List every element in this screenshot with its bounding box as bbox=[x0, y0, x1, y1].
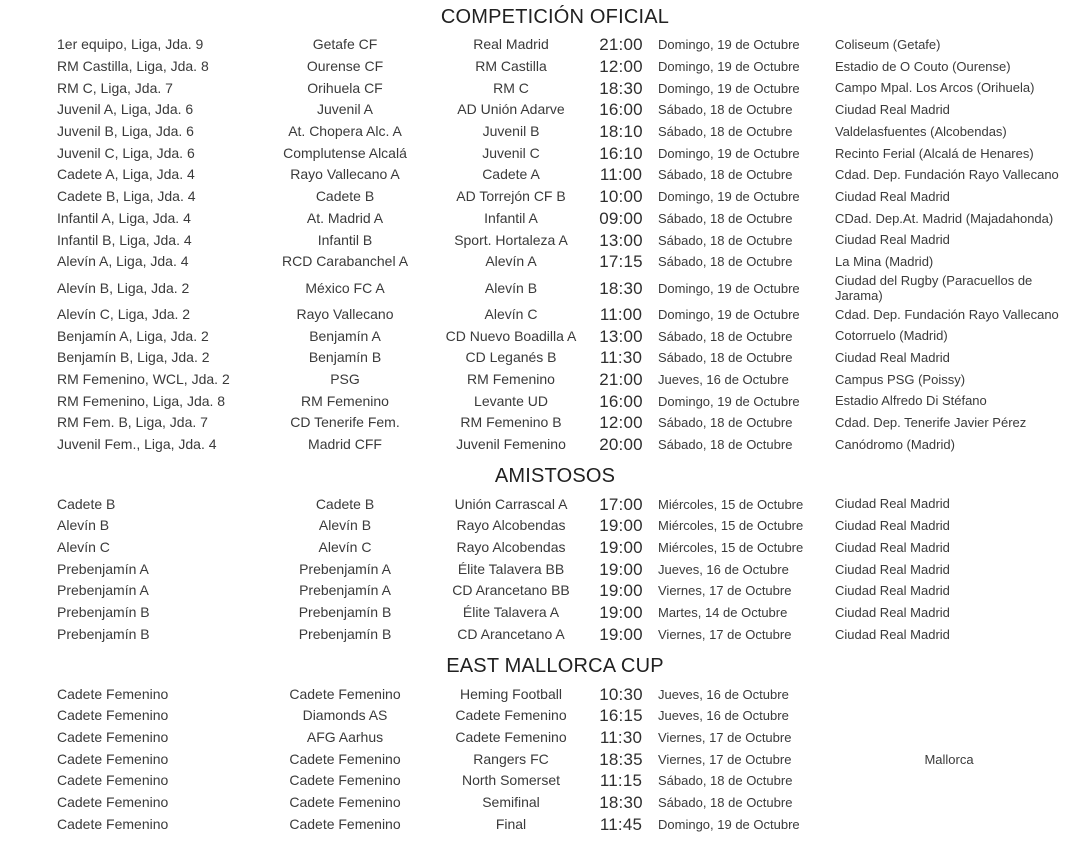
date-cell: Sábado, 18 de Octubre bbox=[658, 232, 793, 248]
away-team-cell: Alevín B bbox=[484, 279, 538, 296]
time-cell: 21:00 bbox=[599, 369, 643, 389]
time-cell: 11:45 bbox=[599, 814, 643, 834]
time-cell: 13:00 bbox=[599, 326, 643, 346]
competition-cell: Benjamín A, Liga, Jda. 2 bbox=[57, 327, 209, 344]
venue-cell: Canódromo (Madrid) bbox=[835, 436, 955, 452]
venue-cell: Estadio Alfredo Di Stéfano bbox=[835, 393, 987, 409]
venue-cell: Ciudad Real Madrid bbox=[835, 626, 950, 642]
time-cell: 11:15 bbox=[599, 771, 643, 791]
time-cell: 11:30 bbox=[599, 348, 643, 368]
section-title: EAST MALLORCA CUP bbox=[446, 655, 664, 678]
date-cell: Domingo, 19 de Octubre bbox=[658, 80, 800, 96]
home-team-cell: Alevín B bbox=[318, 517, 372, 534]
competition-cell: Prebenjamín A bbox=[57, 582, 149, 599]
home-team-cell: Complutense Alcalá bbox=[283, 144, 407, 161]
away-team-cell: RM Femenino bbox=[467, 370, 555, 387]
date-cell: Domingo, 19 de Octubre bbox=[658, 145, 800, 161]
venue-cell: Coliseum (Getafe) bbox=[835, 37, 941, 53]
competition-cell: Cadete Femenino bbox=[57, 685, 169, 702]
date-cell: Domingo, 19 de Octubre bbox=[658, 59, 800, 75]
time-cell: 19:00 bbox=[599, 603, 643, 623]
home-team-cell: Rayo Vallecano A bbox=[290, 166, 400, 183]
time-cell: 19:00 bbox=[599, 538, 643, 558]
date-cell: Viernes, 17 de Octubre bbox=[658, 751, 792, 767]
date-cell: Viernes, 17 de Octubre bbox=[658, 583, 792, 599]
competition-cell: Prebenjamín B bbox=[57, 604, 150, 621]
home-team-cell: Alevín C bbox=[318, 539, 372, 556]
home-team-cell: At. Madrid A bbox=[306, 209, 384, 226]
competition-cell: Cadete Femenino bbox=[57, 750, 169, 767]
competition-cell: RM Castilla, Liga, Jda. 8 bbox=[57, 58, 209, 75]
away-team-cell: Levante UD bbox=[474, 392, 548, 409]
away-team-cell: Juvenil B bbox=[482, 123, 540, 140]
competition-cell: Cadete A, Liga, Jda. 4 bbox=[57, 166, 195, 183]
time-cell: 18:35 bbox=[599, 749, 643, 769]
away-team-cell: Semifinal bbox=[482, 793, 540, 810]
date-cell: Viernes, 17 de Octubre bbox=[658, 626, 792, 642]
away-team-cell: Heming Football bbox=[460, 685, 562, 702]
home-team-cell: Benjamín B bbox=[308, 349, 382, 366]
date-cell: Martes, 14 de Octubre bbox=[658, 605, 788, 621]
away-team-cell: CD Leganés B bbox=[465, 349, 557, 366]
time-cell: 11:30 bbox=[599, 727, 643, 747]
away-team-cell: RM C bbox=[493, 79, 529, 96]
date-cell: Domingo, 19 de Octubre bbox=[658, 280, 800, 296]
date-cell: Sábado, 18 de Octubre bbox=[658, 328, 793, 344]
date-cell: Jueves, 16 de Octubre bbox=[658, 561, 789, 577]
time-cell: 18:10 bbox=[599, 122, 643, 142]
venue-cell: La Mina (Madrid) bbox=[835, 253, 934, 269]
time-cell: 16:10 bbox=[599, 143, 643, 163]
time-cell: 17:00 bbox=[599, 494, 643, 514]
fixtures-table bbox=[0, 493, 1080, 645]
competition-cell: Prebenjamín A bbox=[57, 560, 149, 577]
time-cell: 13:00 bbox=[599, 230, 643, 250]
venue-cell: Ciudad Real Madrid bbox=[835, 539, 950, 555]
away-team-cell: Cadete Femenino bbox=[455, 707, 567, 724]
date-cell: Domingo, 19 de Octubre bbox=[658, 37, 800, 53]
date-cell: Jueves, 16 de Octubre bbox=[658, 686, 789, 702]
home-team-cell: Cadete Femenino bbox=[289, 772, 401, 789]
venue-cell: Cdad. Dep. Fundación Rayo Vallecano bbox=[835, 167, 1059, 183]
home-team-cell: Orihuela CF bbox=[307, 79, 383, 96]
date-cell: Domingo, 19 de Octubre bbox=[658, 393, 800, 409]
time-cell: 17:15 bbox=[599, 252, 643, 272]
competition-cell: Prebenjamín B bbox=[57, 625, 150, 642]
date-cell: Domingo, 19 de Octubre bbox=[658, 306, 800, 322]
venue-cell: Ciudad Real Madrid bbox=[835, 583, 950, 599]
away-team-cell: Élite Talavera A bbox=[462, 604, 560, 621]
section-title: AMISTOSOS bbox=[494, 465, 616, 488]
away-team-cell: CD Nuevo Boadilla A bbox=[445, 327, 577, 344]
away-team-cell: Real Madrid bbox=[473, 36, 549, 53]
home-team-cell: At. Chopera Alc. A bbox=[288, 123, 402, 140]
date-cell: Jueves, 16 de Octubre bbox=[658, 371, 789, 387]
date-cell: Sábado, 18 de Octubre bbox=[658, 254, 793, 270]
time-cell: 20:00 bbox=[599, 435, 643, 455]
away-team-cell: Unión Carrascal A bbox=[454, 495, 568, 512]
fixtures-table bbox=[0, 34, 1080, 455]
away-team-cell: Rayo Alcobendas bbox=[456, 517, 566, 534]
time-cell: 12:00 bbox=[599, 413, 643, 433]
fixtures-table bbox=[0, 683, 1080, 835]
away-team-cell: Alevín C bbox=[484, 305, 538, 322]
time-cell: 21:00 bbox=[599, 35, 643, 55]
time-cell: 18:30 bbox=[599, 792, 643, 812]
date-cell: Viernes, 17 de Octubre bbox=[658, 729, 792, 745]
home-team-cell: Juvenil A bbox=[316, 101, 374, 118]
date-cell: Sábado, 18 de Octubre bbox=[658, 124, 793, 140]
competition-cell: Juvenil B, Liga, Jda. 6 bbox=[57, 123, 194, 140]
home-team-cell: Diamonds AS bbox=[302, 707, 388, 724]
time-cell: 18:30 bbox=[599, 278, 643, 298]
home-team-cell: Cadete B bbox=[315, 495, 375, 512]
date-cell: Domingo, 19 de Octubre bbox=[658, 189, 800, 205]
venue-cell: Campo Mpal. Los Arcos (Orihuela) bbox=[835, 80, 1035, 96]
home-team-cell: Prebenjamín A bbox=[299, 560, 391, 577]
away-team-cell: AD Unión Adarve bbox=[457, 101, 565, 118]
date-cell: Sábado, 18 de Octubre bbox=[658, 794, 793, 810]
competition-cell: Infantil A, Liga, Jda. 4 bbox=[57, 209, 191, 226]
home-team-cell: Cadete Femenino bbox=[289, 685, 401, 702]
time-cell: 19:00 bbox=[599, 581, 643, 601]
away-team-cell: AD Torrejón CF B bbox=[456, 188, 566, 205]
time-cell: 10:00 bbox=[599, 187, 643, 207]
date-cell: Jueves, 16 de Octubre bbox=[658, 708, 789, 724]
date-cell: Sábado, 18 de Octubre bbox=[658, 415, 793, 431]
venue-cell: Ciudad Real Madrid bbox=[835, 188, 950, 204]
venue-cell: Ciudad Real Madrid bbox=[835, 604, 950, 620]
competition-cell: Cadete B, Liga, Jda. 4 bbox=[57, 188, 196, 205]
date-cell: Sábado, 18 de Octubre bbox=[658, 773, 793, 789]
home-team-cell: RM Femenino bbox=[301, 392, 389, 409]
time-cell: 19:00 bbox=[599, 559, 643, 579]
competition-cell: Cadete Femenino bbox=[57, 707, 169, 724]
away-team-cell: Juvenil Femenino bbox=[456, 436, 566, 453]
competition-cell: Alevín C bbox=[57, 539, 110, 556]
time-cell: 16:15 bbox=[599, 706, 643, 726]
time-cell: 10:30 bbox=[599, 684, 643, 704]
home-team-cell: PSG bbox=[330, 370, 360, 387]
competition-cell: RM Femenino, Liga, Jda. 8 bbox=[57, 392, 226, 409]
competition-cell: Cadete Femenino bbox=[57, 772, 169, 789]
time-cell: 18:30 bbox=[599, 78, 643, 98]
home-team-cell: Prebenjamín B bbox=[298, 604, 392, 621]
away-team-cell: Sport. Hortaleza A bbox=[454, 231, 568, 248]
home-team-cell: Infantil B bbox=[317, 231, 373, 248]
time-cell: 19:00 bbox=[599, 624, 643, 644]
home-team-cell: AFG Aarhus bbox=[306, 728, 384, 745]
away-team-cell: Final bbox=[495, 815, 527, 832]
date-cell: Miércoles, 15 de Octubre bbox=[658, 540, 804, 556]
competition-cell: Alevín B bbox=[57, 517, 110, 534]
competition-cell: Juvenil A, Liga, Jda. 6 bbox=[57, 101, 194, 118]
venue-cell: Campus PSG (Poissy) bbox=[835, 371, 966, 387]
venue-cell: Ciudad del Rugby (Paracuellos de Jarama) bbox=[835, 272, 1033, 304]
away-team-cell: Rangers FC bbox=[473, 750, 549, 767]
venue-cell: Ciudad Real Madrid bbox=[835, 102, 950, 118]
venue-cell: Estadio de O Couto (Ourense) bbox=[835, 58, 1011, 74]
competition-cell: Juvenil Fem., Liga, Jda. 4 bbox=[57, 436, 217, 453]
venue-cell: Ciudad Real Madrid bbox=[835, 350, 950, 366]
time-cell: 11:00 bbox=[599, 165, 643, 185]
home-team-cell: Getafe CF bbox=[312, 36, 378, 53]
date-cell: Sábado, 18 de Octubre bbox=[658, 350, 793, 366]
away-team-cell: Cadete A bbox=[482, 166, 540, 183]
venue-cell: CDad. Dep.At. Madrid (Majadahonda) bbox=[835, 210, 1054, 226]
section-title: COMPETICIÓN OFICIAL bbox=[440, 6, 670, 28]
competition-cell: Cadete Femenino bbox=[57, 793, 169, 810]
competition-cell: Cadete Femenino bbox=[57, 728, 169, 745]
date-cell: Sábado, 18 de Octubre bbox=[658, 167, 793, 183]
date-cell: Sábado, 18 de Octubre bbox=[658, 102, 793, 118]
fixture-section bbox=[0, 653, 1080, 835]
competition-cell: Cadete Femenino bbox=[57, 815, 169, 832]
date-cell: Miércoles, 15 de Octubre bbox=[658, 518, 804, 534]
competition-cell: 1er equipo, Liga, Jda. 9 bbox=[57, 36, 204, 53]
home-team-cell: Prebenjamín B bbox=[298, 625, 392, 642]
home-team-cell: Prebenjamín A bbox=[299, 582, 391, 599]
fixture-section bbox=[0, 463, 1080, 645]
competition-cell: RM C, Liga, Jda. 7 bbox=[57, 79, 173, 96]
home-team-cell: Rayo Vallecano bbox=[296, 305, 394, 322]
away-team-cell: Infantil A bbox=[484, 209, 538, 226]
venue-cell: Ciudad Real Madrid bbox=[835, 496, 950, 512]
away-team-cell: RM Castilla bbox=[475, 58, 547, 75]
venue-cell: Ciudad Real Madrid bbox=[835, 561, 950, 577]
home-team-cell: Cadete B bbox=[315, 188, 375, 205]
home-team-cell: RCD Carabanchel A bbox=[281, 253, 409, 270]
away-team-cell: CD Arancetano BB bbox=[452, 582, 570, 599]
competition-cell: Alevín B, Liga, Jda. 2 bbox=[57, 279, 190, 296]
time-cell: 11:00 bbox=[599, 304, 643, 324]
time-cell: 12:00 bbox=[599, 57, 643, 77]
date-cell: Sábado, 18 de Octubre bbox=[658, 210, 793, 226]
competition-cell: Cadete B bbox=[57, 495, 116, 512]
fixture-section bbox=[0, 4, 1080, 455]
venue-cell: Cdad. Dep. Fundación Rayo Vallecano bbox=[835, 306, 1059, 322]
venue-cell: Ciudad Real Madrid bbox=[835, 518, 950, 534]
venue-cell: Valdelasfuentes (Alcobendas) bbox=[835, 123, 1007, 139]
time-cell: 16:00 bbox=[599, 391, 643, 411]
venue-cell: Ciudad Real Madrid bbox=[835, 232, 950, 248]
venue-cell: Cdad. Dep. Tenerife Javier Pérez bbox=[835, 415, 1027, 431]
away-team-cell: Rayo Alcobendas bbox=[456, 539, 566, 556]
competition-cell: RM Fem. B, Liga, Jda. 7 bbox=[57, 414, 208, 431]
home-team-cell: CD Tenerife Fem. bbox=[290, 414, 400, 431]
away-team-cell: RM Femenino B bbox=[460, 414, 562, 431]
date-cell: Domingo, 19 de Octubre bbox=[658, 816, 800, 832]
competition-cell: Infantil B, Liga, Jda. 4 bbox=[57, 231, 192, 248]
date-cell: Miércoles, 15 de Octubre bbox=[658, 496, 804, 512]
venue-cell: Cotorruelo (Madrid) bbox=[835, 328, 948, 344]
time-cell: 09:00 bbox=[599, 208, 643, 228]
time-cell: 19:00 bbox=[599, 516, 643, 536]
venue-cell: Recinto Ferial (Alcalá de Henares) bbox=[835, 145, 1034, 161]
away-team-cell: Élite Talavera BB bbox=[457, 560, 565, 577]
date-cell: Sábado, 18 de Octubre bbox=[658, 437, 793, 453]
home-team-cell: Ourense CF bbox=[306, 58, 384, 75]
away-team-cell: Alevín A bbox=[485, 253, 537, 270]
home-team-cell: Cadete Femenino bbox=[289, 815, 401, 832]
home-team-cell: Cadete Femenino bbox=[289, 793, 401, 810]
away-team-cell: Juvenil C bbox=[482, 144, 540, 161]
home-team-cell: Cadete Femenino bbox=[289, 750, 401, 767]
venue-cell-merged: Mallorca bbox=[924, 751, 974, 767]
competition-cell: Juvenil C, Liga, Jda. 6 bbox=[57, 144, 195, 161]
away-team-cell: CD Arancetano A bbox=[457, 625, 565, 642]
away-team-cell: Cadete Femenino bbox=[455, 728, 567, 745]
competition-cell: Alevín A, Liga, Jda. 4 bbox=[57, 253, 189, 270]
away-team-cell: North Somerset bbox=[461, 772, 561, 789]
home-team-cell: Madrid CFF bbox=[308, 436, 382, 453]
home-team-cell: México FC A bbox=[305, 279, 385, 296]
time-cell: 16:00 bbox=[599, 100, 643, 120]
competition-cell: Alevín C, Liga, Jda. 2 bbox=[57, 305, 191, 322]
competition-cell: RM Femenino, WCL, Jda. 2 bbox=[57, 370, 230, 387]
home-team-cell: Benjamín A bbox=[309, 327, 381, 344]
competition-cell: Benjamín B, Liga, Jda. 2 bbox=[57, 349, 210, 366]
